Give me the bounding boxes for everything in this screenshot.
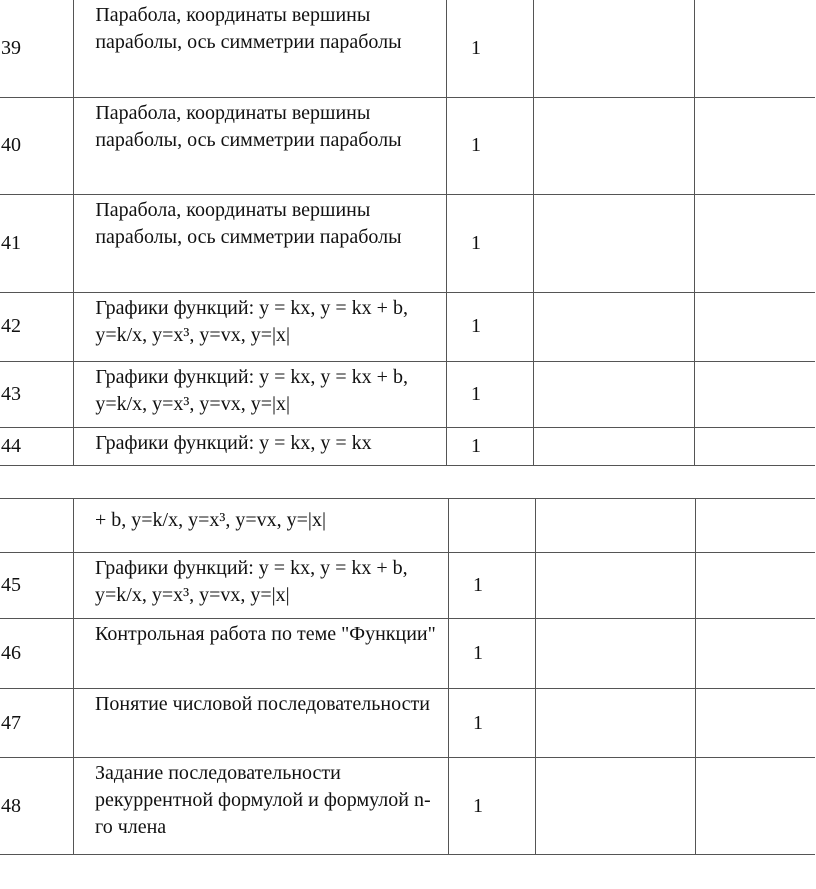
empty-cell (536, 689, 696, 758)
empty-cell (534, 292, 695, 361)
table-row (0, 619, 815, 689)
lesson-number: 47 (1, 711, 21, 734)
lesson-number: 39 (1, 36, 21, 59)
lesson-hours: 1 (446, 292, 533, 361)
lesson-topic: Графики функций: у = kx, у = kx + b, y=k/x, y=x³, y=vx, y=|x| (74, 361, 447, 427)
lesson-table-part-2 (0, 498, 815, 855)
lesson-number-cell (0, 689, 73, 758)
empty-cell (695, 689, 815, 758)
empty-cell (695, 619, 815, 689)
lesson-number: 44 (1, 434, 21, 457)
lesson-hours: 1 (449, 689, 536, 758)
lesson-hours: 1 (446, 427, 533, 465)
empty-cell (534, 0, 695, 97)
lesson-number-cell (0, 619, 73, 689)
table-row (0, 499, 815, 553)
lesson-hours: 1 (446, 194, 533, 292)
empty-cell (695, 292, 815, 361)
lesson-topic: Понятие числовой последовательности (73, 689, 448, 758)
lesson-number: 43 (1, 382, 21, 405)
lesson-hours: 1 (446, 361, 533, 427)
lesson-number: 40 (1, 134, 21, 156)
lesson-number: 48 (1, 794, 21, 817)
table-row (0, 0, 815, 97)
table-row (0, 361, 815, 427)
empty-cell (536, 619, 696, 689)
lesson-hours: 1 (449, 619, 536, 689)
empty-cell (695, 427, 815, 465)
lesson-topic: Графики функций: у = kx, у = kx (74, 427, 447, 465)
lesson-number-cell (0, 194, 74, 292)
empty-cell (536, 499, 696, 553)
lesson-number: 46 (1, 642, 21, 664)
lesson-topic: Парабола, координаты вершины параболы, ось симметрии параболы (74, 194, 447, 292)
table-row (0, 758, 815, 855)
lesson-topic: Контрольная работа по теме "Функции" (73, 619, 448, 689)
empty-cell (536, 553, 696, 619)
lesson-number: 42 (1, 315, 21, 337)
lesson-number-cell (0, 553, 73, 619)
lesson-number-cell (0, 427, 74, 465)
lesson-topic: + b, y=k/x, y=x³, y=vx, y=|x| (73, 499, 448, 553)
lesson-hours: 1 (449, 758, 536, 855)
lesson-number: 41 (1, 231, 21, 254)
lesson-number-cell (0, 361, 74, 427)
lesson-number-cell (0, 0, 74, 97)
table-row (0, 689, 815, 758)
lesson-topic: Парабола, координаты вершины параболы, ось симметрии параболы (74, 0, 447, 97)
empty-cell (695, 499, 815, 553)
empty-cell (534, 194, 695, 292)
lesson-number: 45 (1, 574, 21, 596)
empty-cell (534, 361, 695, 427)
empty-cell (536, 758, 696, 855)
lesson-number-cell (0, 292, 74, 361)
table-row (0, 194, 815, 292)
empty-cell (695, 97, 815, 194)
empty-cell (695, 194, 815, 292)
table-row (0, 553, 815, 619)
lesson-topic: Парабола, координаты вершины параболы, ось симметрии параболы (74, 97, 447, 194)
lesson-topic: Графики функций: у = kx, у = kx + b, y=k/x, y=x³, y=vx, y=|x| (73, 553, 448, 619)
lesson-topic: Задание последовательности рекуррентной формулой и формулой n-го члена (73, 758, 448, 855)
lesson-number-cell (0, 97, 74, 194)
table-row (0, 427, 815, 465)
empty-cell (534, 427, 695, 465)
empty-cell (695, 0, 815, 97)
empty-cell (695, 553, 815, 619)
empty-cell (695, 361, 815, 427)
lesson-topic: Графики функций: у = kx, у = kx + b, y=k/x, y=x³, y=vx, y=|x| (74, 292, 447, 361)
lesson-hours: 1 (449, 553, 536, 619)
lesson-hours: 1 (446, 97, 533, 194)
empty-cell (695, 758, 815, 855)
empty-cell (534, 97, 695, 194)
lesson-number-cell (0, 758, 73, 855)
lesson-hours (449, 499, 536, 553)
lesson-number-cell (0, 499, 73, 553)
table-row (0, 97, 815, 194)
table-row (0, 292, 815, 361)
lesson-hours: 1 (446, 0, 533, 97)
